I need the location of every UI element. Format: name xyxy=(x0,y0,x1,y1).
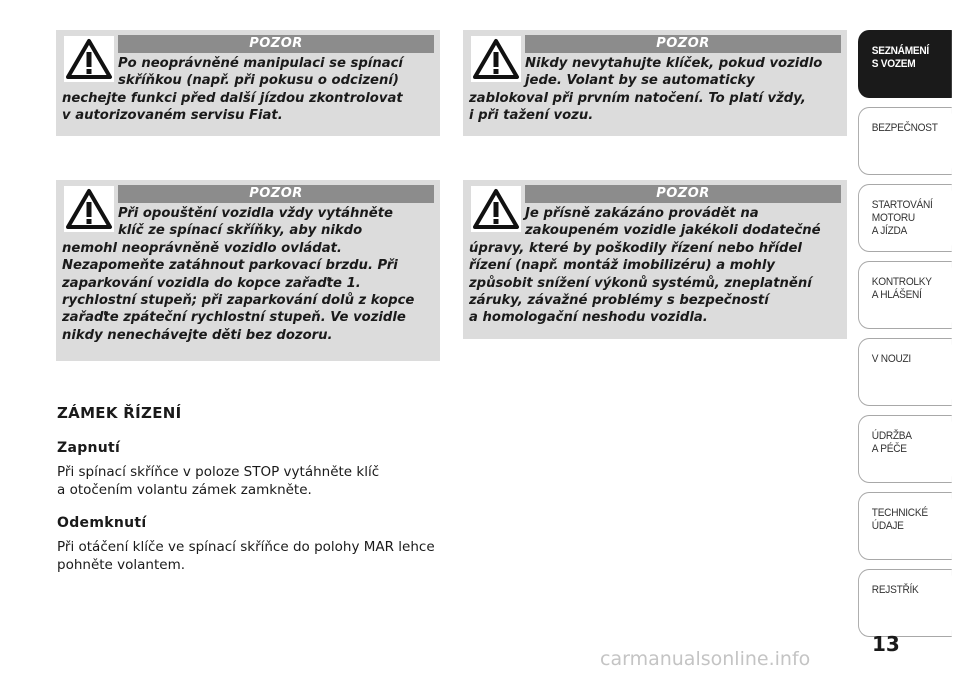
warning-text: Po neoprávněné manipulaci se spínací skříňkou (např. při pokusu o odcizení) nechejte funkci před další jízdou zkontrolovat v autorizovaném servisu Fiat. xyxy=(62,56,403,124)
page-number: 13 xyxy=(872,632,900,656)
warning-box-1 xyxy=(56,30,440,136)
section-title: ZÁMEK ŘÍZENÍ xyxy=(57,404,182,422)
subheading-off: Odemknutí xyxy=(57,515,147,531)
warning-heading: POZOR xyxy=(525,35,841,53)
warning-heading: POZOR xyxy=(525,185,841,203)
tab-udrzba[interactable]: ÚDRŽBA A PÉČE xyxy=(858,415,952,483)
tab-startovani[interactable]: STARTOVÁNÍ MOTORU A JÍZDA xyxy=(858,184,952,252)
warning-text: Při opouštění vozidla vždy vytáhněte klíč ze spínací skříňky, aby nikdo nemohl neoprávněně vozidlo ovládat. Nezapomeňte zatáhnout parkovací brzdu. Při zaparkování vozidla do kopce zařaďte 1. rychlostní stupeň; při zaparkování dolů z kopce zařaďte zpáteční rychlostní stupeň. Ve vozidle nikdy nenechávejte děti bez dozoru. xyxy=(62,206,415,343)
tab-bezpecnost[interactable]: BEZPEČNOST xyxy=(858,107,952,175)
tab-seznameni[interactable]: SEZNÁMENÍ S VOZEM xyxy=(858,30,952,98)
warning-box-4 xyxy=(463,180,847,339)
warning-text: Je přísně zakázáno provádět na zakoupeném vozidle jakékoli dodatečné úpravy, které by poškodily řízení nebo hřídel řízení (např. montáž imobilizéru) a mohly způsobit snížení výkonů systémů, zneplatnění záruky, závažné problémy s bezpečností a homologační neshodu vozidla. xyxy=(469,206,821,326)
paragraph-on: Při spínací skříňce v poloze STOP vytáhněte klíč a otočením volantu zámek zamkněte. xyxy=(57,464,380,498)
warning-text: Nikdy nevytahujte klíček, pokud vozidlo jede. Volant by se automaticky zablokoval při prvním natočení. To platí vždy, i při tažení vozu. xyxy=(469,56,823,124)
chapter-index xyxy=(858,30,960,646)
tab-kontrolky[interactable]: KONTROLKY A HLÁŠENÍ xyxy=(858,261,952,329)
tab-rejstrik[interactable]: REJSTŘÍK xyxy=(858,569,952,637)
subheading-on: Zapnutí xyxy=(57,440,121,456)
tab-v-nouzi[interactable]: V NOUZI xyxy=(858,338,952,406)
warning-heading: POZOR xyxy=(118,35,434,53)
warning-box-2 xyxy=(463,30,847,136)
steering-lock-section xyxy=(57,404,457,590)
watermark: carmanualsonline.info xyxy=(600,648,811,670)
warning-box-3 xyxy=(56,180,440,361)
paragraph-off: Při otáčení klíče ve spínací skříňce do polohy MAR lehce pohněte volantem. xyxy=(57,539,435,573)
warning-heading: POZOR xyxy=(118,185,434,203)
tab-technicke[interactable]: TECHNICKÉ ÚDAJE xyxy=(858,492,952,560)
